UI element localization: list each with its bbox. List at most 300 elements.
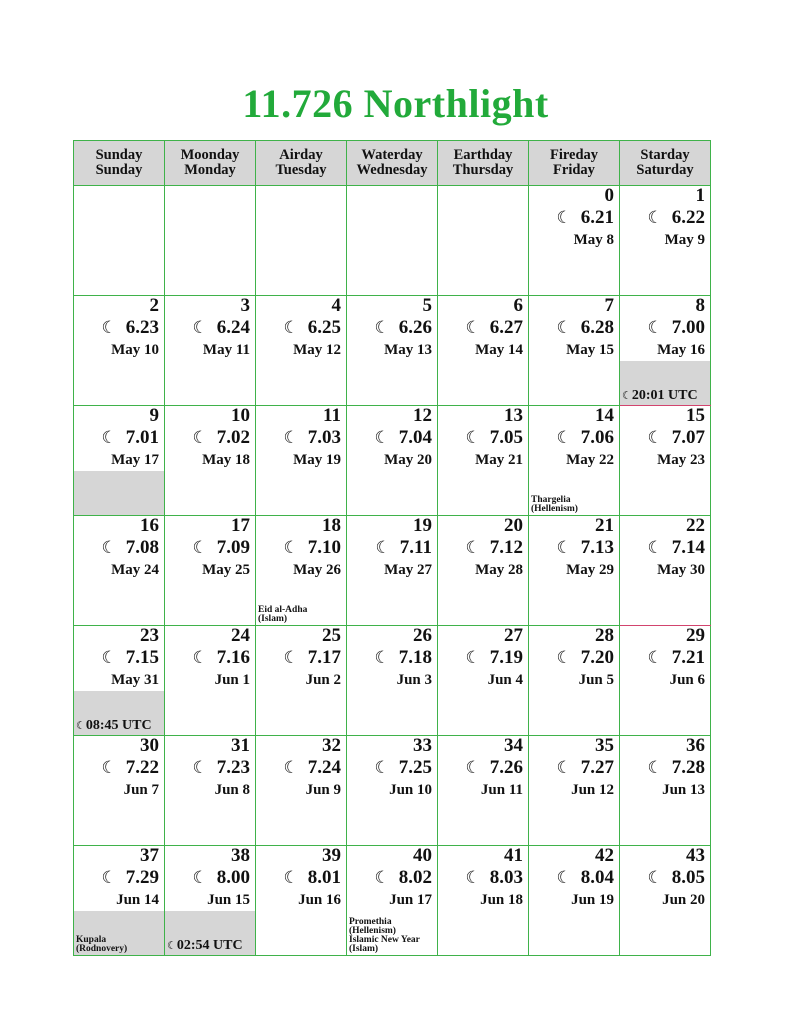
gregorian-date: Jun 19 bbox=[571, 892, 614, 908]
moon-phase bbox=[466, 427, 524, 449]
day-cell bbox=[529, 846, 620, 956]
calendar-title: 11.726 Northlight bbox=[242, 81, 549, 126]
moon-phase-value: 7.25 bbox=[398, 757, 432, 778]
moon-phase-value: 6.27 bbox=[489, 317, 523, 338]
day-cell bbox=[347, 406, 438, 516]
holiday-note-line: (Islam) bbox=[258, 614, 288, 624]
gregorian-date: Jun 15 bbox=[207, 892, 250, 908]
day-number: 21 bbox=[595, 515, 614, 536]
moon-phase-value: 6.26 bbox=[398, 317, 432, 338]
week-row bbox=[74, 296, 711, 406]
moon-phase bbox=[557, 427, 615, 449]
crescent-moon-icon: ☾ bbox=[647, 538, 663, 558]
moon-phase bbox=[284, 757, 342, 779]
moon-phase bbox=[284, 867, 342, 889]
day-number: 32 bbox=[322, 735, 341, 756]
day-cell bbox=[620, 296, 711, 406]
moon-phase-value: 8.05 bbox=[671, 867, 705, 888]
day-cell bbox=[74, 736, 165, 846]
gregorian-date: Jun 3 bbox=[396, 672, 432, 688]
moon-phase-value: 7.12 bbox=[489, 537, 523, 558]
moon-phase-value: 7.21 bbox=[671, 647, 705, 668]
week-row bbox=[74, 186, 711, 296]
day-number: 43 bbox=[686, 845, 705, 866]
holiday-note-line: (Hellenism) bbox=[531, 504, 578, 514]
day-cell bbox=[438, 516, 529, 626]
moon-phase bbox=[193, 757, 251, 779]
day-cell bbox=[165, 296, 256, 406]
day-number: 9 bbox=[149, 405, 159, 426]
day-cell bbox=[347, 626, 438, 736]
gregorian-date: May 21 bbox=[475, 452, 523, 468]
crescent-moon-icon: ☾ bbox=[283, 648, 299, 668]
day-cell bbox=[256, 846, 347, 956]
utc-time: 20:01 UTC bbox=[631, 388, 698, 403]
day-number: 20 bbox=[504, 515, 523, 536]
moon-phase bbox=[376, 537, 432, 559]
day-number: 10 bbox=[231, 405, 250, 426]
crescent-moon-icon: ☾ bbox=[374, 758, 390, 778]
holiday-note bbox=[531, 496, 578, 514]
crescent-moon-icon: ☾ bbox=[556, 758, 572, 778]
moon-phase bbox=[557, 317, 615, 339]
moon-phase-value: 7.17 bbox=[307, 647, 341, 668]
gregorian-date: May 14 bbox=[475, 342, 523, 358]
moon-phase bbox=[648, 537, 706, 559]
crescent-moon-icon: ☾ bbox=[101, 538, 117, 558]
moon-phase-value: 7.05 bbox=[489, 427, 523, 448]
gregorian-date: May 22 bbox=[566, 452, 614, 468]
day-number: 6 bbox=[513, 295, 523, 316]
gregorian-date: May 10 bbox=[111, 342, 159, 358]
gregorian-date: May 29 bbox=[566, 562, 614, 578]
day-cell bbox=[165, 846, 256, 956]
day-number: 14 bbox=[595, 405, 614, 426]
gregorian-date: Jun 18 bbox=[480, 892, 523, 908]
day-cell bbox=[256, 406, 347, 516]
moon-phase-value: 7.28 bbox=[671, 757, 705, 778]
empty-day-cell bbox=[256, 186, 347, 296]
moon-phase bbox=[102, 317, 160, 339]
crescent-moon-icon: ☾ bbox=[192, 868, 208, 888]
day-cell bbox=[256, 626, 347, 736]
day-number: 11 bbox=[323, 405, 341, 426]
moon-phase-value: 6.21 bbox=[580, 207, 614, 228]
moon-phase-value: 7.22 bbox=[125, 757, 159, 778]
moon-phase bbox=[466, 867, 524, 889]
crescent-moon-icon: ☾ bbox=[647, 648, 663, 668]
gregorian-date: May 27 bbox=[384, 562, 432, 578]
day-number: 8 bbox=[695, 295, 705, 316]
crescent-moon-icon: ☾ bbox=[556, 428, 572, 448]
day-number: 33 bbox=[413, 735, 432, 756]
day-cell bbox=[256, 736, 347, 846]
holiday-note-line: (Rodnovery) bbox=[76, 944, 128, 954]
gregorian-date: Jun 7 bbox=[123, 782, 159, 798]
moon-phase-value: 6.25 bbox=[307, 317, 341, 338]
crescent-moon-icon: ☾ bbox=[374, 428, 390, 448]
crescent-moon-icon: ☾ bbox=[283, 868, 299, 888]
moon-phase-value: 7.08 bbox=[125, 537, 159, 558]
day-number: 39 bbox=[322, 845, 341, 866]
gregorian-date: May 12 bbox=[293, 342, 341, 358]
gregorian-date: May 31 bbox=[111, 672, 159, 688]
moon-phase-time bbox=[167, 938, 243, 954]
gregorian-date: May 11 bbox=[202, 342, 250, 358]
crescent-moon-icon: ☾ bbox=[192, 758, 208, 778]
crescent-moon-icon: ☾ bbox=[283, 538, 299, 558]
moon-phase bbox=[648, 647, 706, 669]
moon-phase bbox=[102, 647, 160, 669]
holiday-note bbox=[258, 606, 307, 624]
day-cell bbox=[529, 296, 620, 406]
day-number: 26 bbox=[413, 625, 432, 646]
gregorian-date: May 9 bbox=[664, 232, 705, 248]
gregorian-date: Jun 17 bbox=[389, 892, 432, 908]
crescent-moon-icon: ☾ bbox=[556, 648, 572, 668]
day-number: 0 bbox=[604, 185, 614, 206]
day-cell bbox=[165, 516, 256, 626]
crescent-moon-icon: ☾ bbox=[647, 428, 663, 448]
moon-phase bbox=[375, 757, 433, 779]
day-number: 24 bbox=[231, 625, 250, 646]
moon-phase-value: 8.00 bbox=[216, 867, 250, 888]
week-row bbox=[74, 406, 711, 516]
gregorian-date: Jun 2 bbox=[305, 672, 341, 688]
crescent-moon-icon: ☾ bbox=[192, 538, 208, 558]
moon-phase bbox=[557, 867, 615, 889]
moon-phase-value: 7.27 bbox=[580, 757, 614, 778]
day-cell bbox=[165, 626, 256, 736]
moon-phase-value: 6.23 bbox=[125, 317, 159, 338]
weekday-header: Moonday Monday bbox=[165, 141, 256, 186]
moon-phase bbox=[557, 647, 615, 669]
day-number: 23 bbox=[140, 625, 159, 646]
moon-phase-value: 7.11 bbox=[399, 537, 432, 558]
moon-phase-value: 7.04 bbox=[398, 427, 432, 448]
gregorian-date: Jun 5 bbox=[578, 672, 614, 688]
day-number: 18 bbox=[322, 515, 341, 536]
crescent-moon-icon: ☾ bbox=[465, 428, 481, 448]
day-number: 27 bbox=[504, 625, 523, 646]
holiday-note-line: Promethia bbox=[349, 917, 392, 927]
crescent-moon-icon: ☾ bbox=[622, 389, 632, 402]
day-number: 2 bbox=[149, 295, 159, 316]
day-number: 28 bbox=[595, 625, 614, 646]
day-cell bbox=[347, 296, 438, 406]
gregorian-date: May 28 bbox=[475, 562, 523, 578]
moon-phase-value: 7.26 bbox=[489, 757, 523, 778]
day-cell bbox=[438, 296, 529, 406]
day-number: 36 bbox=[686, 735, 705, 756]
day-cell bbox=[529, 186, 620, 296]
moon-phase bbox=[193, 867, 251, 889]
weekday-header: Earthday Thursday bbox=[438, 141, 529, 186]
weekday-header-row bbox=[74, 141, 711, 186]
moon-phase-value: 7.13 bbox=[580, 537, 614, 558]
gregorian-date: Jun 14 bbox=[116, 892, 159, 908]
moon-phase bbox=[375, 427, 433, 449]
shaded-band bbox=[74, 471, 164, 515]
moon-phase-value: 7.29 bbox=[125, 867, 159, 888]
weekday-header: Sunday Sunday bbox=[74, 141, 165, 186]
crescent-moon-icon: ☾ bbox=[374, 648, 390, 668]
moon-phase-value: 7.10 bbox=[307, 537, 341, 558]
day-cell bbox=[256, 516, 347, 626]
holiday-note-line: (Islam) bbox=[349, 944, 379, 954]
holiday-note-line: Kupala bbox=[76, 935, 107, 945]
day-cell bbox=[620, 846, 711, 956]
day-number: 30 bbox=[140, 735, 159, 756]
day-number: 42 bbox=[595, 845, 614, 866]
moon-phase bbox=[284, 537, 342, 559]
crescent-moon-icon: ☾ bbox=[465, 538, 481, 558]
day-number: 1 bbox=[695, 185, 705, 206]
moon-phase-time bbox=[622, 388, 698, 404]
day-cell bbox=[74, 516, 165, 626]
day-number: 35 bbox=[595, 735, 614, 756]
moon-phase bbox=[466, 537, 524, 559]
day-number: 12 bbox=[413, 405, 432, 426]
day-cell bbox=[438, 846, 529, 956]
day-cell bbox=[347, 846, 438, 956]
day-cell bbox=[74, 406, 165, 516]
day-cell bbox=[620, 406, 711, 516]
moon-phase bbox=[648, 867, 706, 889]
weekday-header: Starday Saturday bbox=[620, 141, 711, 186]
gregorian-date: May 26 bbox=[293, 562, 341, 578]
day-cell bbox=[620, 736, 711, 846]
moon-phase bbox=[102, 427, 160, 449]
day-cell bbox=[347, 516, 438, 626]
crescent-moon-icon: ☾ bbox=[101, 318, 117, 338]
moon-phase-value: 8.02 bbox=[398, 867, 432, 888]
day-number: 37 bbox=[140, 845, 159, 866]
week-row bbox=[74, 846, 711, 956]
crescent-moon-icon: ☾ bbox=[101, 758, 117, 778]
moon-phase-value: 7.01 bbox=[125, 427, 159, 448]
empty-day-cell bbox=[438, 186, 529, 296]
gregorian-date: May 23 bbox=[657, 452, 705, 468]
moon-phase bbox=[284, 427, 342, 449]
crescent-moon-icon: ☾ bbox=[76, 719, 86, 732]
moon-phase bbox=[193, 647, 251, 669]
moon-phase-value: 7.14 bbox=[671, 537, 705, 558]
crescent-moon-icon: ☾ bbox=[192, 318, 208, 338]
crescent-moon-icon: ☾ bbox=[101, 868, 117, 888]
gregorian-date: May 30 bbox=[657, 562, 705, 578]
day-cell bbox=[438, 736, 529, 846]
moon-phase bbox=[375, 867, 433, 889]
moon-phase-value: 8.04 bbox=[580, 867, 614, 888]
gregorian-date: May 20 bbox=[384, 452, 432, 468]
gregorian-date: Jun 6 bbox=[669, 672, 705, 688]
crescent-moon-icon: ☾ bbox=[556, 318, 572, 338]
moon-phase-time bbox=[76, 718, 152, 734]
gregorian-date: May 15 bbox=[566, 342, 614, 358]
day-cell bbox=[74, 626, 165, 736]
day-cell bbox=[165, 736, 256, 846]
day-number: 7 bbox=[604, 295, 614, 316]
crescent-moon-icon: ☾ bbox=[556, 868, 572, 888]
day-cell bbox=[529, 626, 620, 736]
gregorian-date: May 17 bbox=[111, 452, 159, 468]
gregorian-date: May 8 bbox=[573, 232, 614, 248]
crescent-moon-icon: ☾ bbox=[374, 868, 390, 888]
crescent-moon-icon: ☾ bbox=[283, 428, 299, 448]
day-number: 3 bbox=[240, 295, 250, 316]
moon-phase bbox=[466, 647, 524, 669]
day-number: 4 bbox=[331, 295, 341, 316]
day-number: 41 bbox=[504, 845, 523, 866]
day-number: 38 bbox=[231, 845, 250, 866]
moon-phase-value: 8.03 bbox=[489, 867, 523, 888]
gregorian-date: Jun 13 bbox=[662, 782, 705, 798]
day-cell bbox=[438, 626, 529, 736]
day-number: 16 bbox=[140, 515, 159, 536]
weekday-header: Fireday Friday bbox=[529, 141, 620, 186]
moon-phase bbox=[375, 317, 433, 339]
empty-day-cell bbox=[74, 186, 165, 296]
moon-phase bbox=[284, 317, 342, 339]
gregorian-date: Jun 16 bbox=[298, 892, 341, 908]
moon-phase bbox=[557, 757, 615, 779]
weekday-header: Airday Tuesday bbox=[256, 141, 347, 186]
moon-phase bbox=[648, 757, 706, 779]
day-number: 40 bbox=[413, 845, 432, 866]
crescent-moon-icon: ☾ bbox=[465, 868, 481, 888]
gregorian-date: May 24 bbox=[111, 562, 159, 578]
moon-phase bbox=[102, 757, 160, 779]
moon-phase bbox=[102, 537, 160, 559]
day-number: 5 bbox=[422, 295, 432, 316]
crescent-moon-icon: ☾ bbox=[465, 318, 481, 338]
moon-phase bbox=[466, 757, 524, 779]
gregorian-date: Jun 20 bbox=[662, 892, 705, 908]
day-number: 22 bbox=[686, 515, 705, 536]
utc-time: 08:45 UTC bbox=[85, 718, 152, 733]
day-cell bbox=[438, 406, 529, 516]
week-row bbox=[74, 516, 711, 626]
moon-phase-value: 6.28 bbox=[580, 317, 614, 338]
day-cell bbox=[165, 406, 256, 516]
holiday-note-line: (Hellenism) bbox=[349, 926, 396, 936]
crescent-moon-icon: ☾ bbox=[647, 318, 663, 338]
moon-phase-value: 7.09 bbox=[216, 537, 250, 558]
moon-phase-value: 7.07 bbox=[671, 427, 705, 448]
day-cell bbox=[74, 846, 165, 956]
crescent-moon-icon: ☾ bbox=[283, 318, 299, 338]
crescent-moon-icon: ☾ bbox=[556, 208, 572, 228]
moon-phase-value: 7.18 bbox=[398, 647, 432, 668]
crescent-moon-icon: ☾ bbox=[283, 758, 299, 778]
moon-phase-value: 7.06 bbox=[580, 427, 614, 448]
crescent-moon-icon: ☾ bbox=[647, 758, 663, 778]
holiday-note-line: Islamic New Year bbox=[349, 935, 420, 945]
moon-phase-value: 7.24 bbox=[307, 757, 341, 778]
empty-day-cell bbox=[165, 186, 256, 296]
moon-phase bbox=[648, 317, 706, 339]
crescent-moon-icon: ☾ bbox=[167, 939, 177, 952]
day-cell bbox=[529, 406, 620, 516]
moon-phase-value: 7.02 bbox=[216, 427, 250, 448]
gregorian-date: Jun 9 bbox=[305, 782, 341, 798]
day-number: 29 bbox=[686, 625, 705, 646]
moon-phase bbox=[193, 537, 251, 559]
gregorian-date: Jun 12 bbox=[571, 782, 614, 798]
crescent-moon-icon: ☾ bbox=[374, 318, 390, 338]
crescent-moon-icon: ☾ bbox=[101, 428, 117, 448]
gregorian-date: Jun 8 bbox=[214, 782, 250, 798]
day-number: 13 bbox=[504, 405, 523, 426]
weekday-header: Waterday Wednesday bbox=[347, 141, 438, 186]
empty-day-cell bbox=[347, 186, 438, 296]
day-number: 31 bbox=[231, 735, 250, 756]
moon-phase-value: 7.16 bbox=[216, 647, 250, 668]
crescent-moon-icon: ☾ bbox=[465, 648, 481, 668]
day-number: 15 bbox=[686, 405, 705, 426]
crescent-moon-icon: ☾ bbox=[375, 538, 391, 558]
crescent-moon-icon: ☾ bbox=[192, 648, 208, 668]
gregorian-date: Jun 10 bbox=[389, 782, 432, 798]
moon-phase bbox=[648, 427, 706, 449]
day-cell bbox=[256, 296, 347, 406]
gregorian-date: May 25 bbox=[202, 562, 250, 578]
day-cell bbox=[620, 626, 711, 736]
gregorian-date: Jun 11 bbox=[480, 782, 523, 798]
gregorian-date: May 19 bbox=[293, 452, 341, 468]
crescent-moon-icon: ☾ bbox=[647, 208, 663, 228]
calendar-grid bbox=[73, 140, 711, 956]
day-cell bbox=[529, 516, 620, 626]
moon-phase bbox=[557, 537, 615, 559]
utc-time: 02:54 UTC bbox=[176, 938, 243, 953]
moon-phase-value: 6.24 bbox=[216, 317, 250, 338]
holiday-note-line: Thargelia bbox=[531, 495, 571, 505]
week-row bbox=[74, 736, 711, 846]
day-number: 19 bbox=[413, 515, 432, 536]
moon-phase bbox=[193, 427, 251, 449]
crescent-moon-icon: ☾ bbox=[647, 868, 663, 888]
moon-phase bbox=[193, 317, 251, 339]
moon-phase bbox=[557, 207, 615, 229]
moon-phase-value: 7.19 bbox=[489, 647, 523, 668]
day-cell bbox=[529, 736, 620, 846]
moon-phase bbox=[102, 867, 160, 889]
day-number: 25 bbox=[322, 625, 341, 646]
day-number: 17 bbox=[231, 515, 250, 536]
gregorian-date: May 13 bbox=[384, 342, 432, 358]
crescent-moon-icon: ☾ bbox=[465, 758, 481, 778]
holiday-note bbox=[349, 918, 420, 954]
moon-phase bbox=[284, 647, 342, 669]
day-number: 34 bbox=[504, 735, 523, 756]
moon-phase-value: 8.01 bbox=[307, 867, 341, 888]
day-cell bbox=[347, 736, 438, 846]
moon-phase-value: 7.20 bbox=[580, 647, 614, 668]
gregorian-date: Jun 1 bbox=[214, 672, 250, 688]
crescent-moon-icon: ☾ bbox=[556, 538, 572, 558]
moon-phase bbox=[466, 317, 524, 339]
day-cell bbox=[74, 296, 165, 406]
gregorian-date: Jun 4 bbox=[487, 672, 523, 688]
week-row bbox=[74, 626, 711, 736]
holiday-note-line: Eid al-Adha bbox=[258, 605, 308, 615]
day-cell bbox=[620, 516, 711, 626]
day-cell bbox=[620, 186, 711, 296]
moon-phase-value: 7.00 bbox=[671, 317, 705, 338]
moon-phase bbox=[648, 207, 706, 229]
